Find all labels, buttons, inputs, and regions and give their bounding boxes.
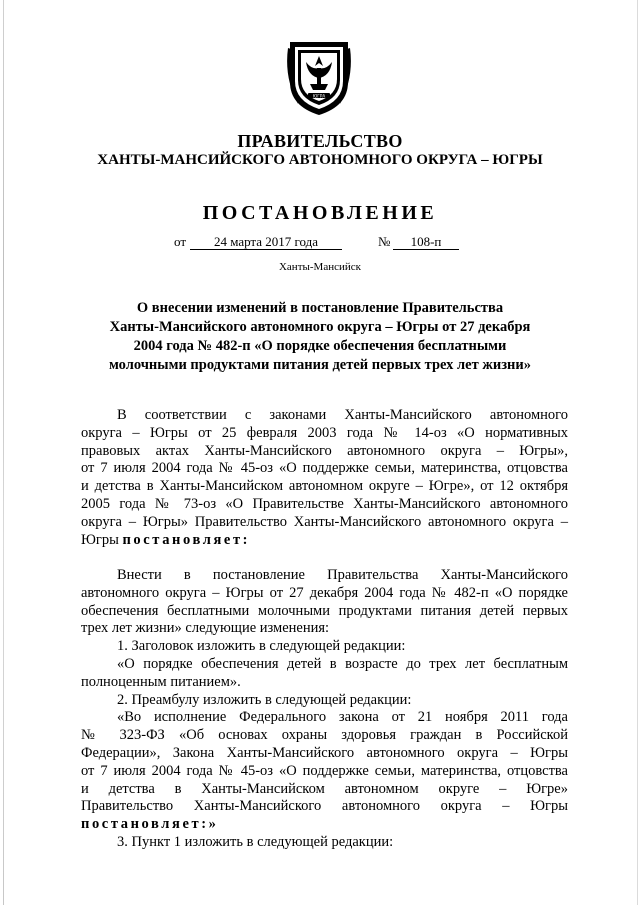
- preamble-line: и детства в Ханты-Мансийском автономном округе – Югре», от 12 октября: [81, 478, 568, 495]
- emblem-ribbon-text: ЮГРА: [312, 93, 326, 99]
- item-3-heading: 3. Пункт 1 изложить в следующей редакции:: [117, 833, 394, 850]
- preamble-line-start: Югры: [81, 531, 119, 548]
- document-type-title: ПОСТАНОВЛЕНИЕ: [202, 202, 438, 224]
- region-title: ХАНТЫ-МАНСИЙСКОГО АВТОНОМНОГО ОКРУГА – ЮГРЫ: [97, 152, 543, 168]
- subject-line: молочными продуктами питания детей первых трех лет жизни»: [108, 357, 532, 373]
- date-prefix: от: [174, 234, 187, 249]
- preamble-last-line: [81, 532, 568, 550]
- preamble-line: округа – Югры от 25 февраля 2003 года № 14-оз «О нормативных: [81, 424, 568, 441]
- decree-date-number-line: [0, 234, 640, 254]
- subject-line: 2004 года № 482-п «О порядке обеспечения бесплатными: [133, 338, 507, 354]
- item-2-text-line: от 7 июля 2004 года № 45-оз «О поддержке семьи, материнства, отцовства: [81, 762, 568, 779]
- decree-number: 108-п: [393, 234, 459, 250]
- item-2-text-line: Правительство Ханты-Мансийского автономного округа – Югры: [81, 798, 568, 815]
- coat-of-arms-emblem: [286, 38, 352, 118]
- item-1-heading: 1. Заголовок изложить в следующей редакции:: [117, 638, 406, 655]
- number-sign: №: [378, 234, 391, 249]
- preamble-paragraph: [81, 407, 568, 549]
- item-2-text-line: и детства в Ханты-Мансийском автономном округе – Югре»: [81, 780, 568, 797]
- decree-body: [81, 567, 568, 852]
- preamble-line: правовых актах Ханты-Мансийского автономного округа – Югры»,: [81, 442, 568, 459]
- preamble-line: от 7 июля 2004 года № 45-оз «О поддержке семьи, материнства, отцовства: [81, 460, 568, 477]
- item-2-text-line: «Во исполнение Федерального закона от 21 ноября 2011 года: [117, 709, 568, 726]
- item-2-text-line: Федерации», Закона Ханты-Мансийского автономного округа – Югры: [81, 744, 568, 761]
- intro-line: Внести в постановление Правительства Ханты-Мансийского: [117, 567, 568, 583]
- item-1-text-line: полноценным питанием».: [81, 673, 241, 690]
- item-2-heading: 2. Преамбулу изложить в следующей редакции:: [117, 691, 412, 708]
- preamble-line: 2005 года № 73-оз «О Правительстве Ханты-Мансийского автономного: [81, 495, 568, 512]
- preamble-line: В соответствии с законами Ханты-Мансийского автономного: [117, 407, 568, 423]
- intro-line: трех лет жизни» следующие изменения:: [81, 620, 330, 637]
- preamble-line: округа – Югры» Правительство Ханты-Мансийского автономного округа –: [81, 513, 568, 530]
- decree-subject: [60, 299, 580, 375]
- item-2-resolves-word: постановляет:»: [81, 816, 219, 833]
- government-title: ПРАВИТЕЛЬСТВО: [237, 131, 403, 151]
- item-2-text-line: № 323-ФЗ «Об основах охраны здоровья граждан в Российской: [81, 727, 568, 744]
- item-1-text-line: «О порядке обеспечения детей в возрасте до трех лет бесплатным: [117, 655, 568, 672]
- subject-line: О внесении изменений в постановление Правительства: [136, 300, 504, 316]
- city-name: Ханты-Мансийск: [278, 261, 361, 273]
- resolves-word: постановляет:: [122, 531, 251, 548]
- intro-line: обеспечения бесплатными молочными продуктами питания детей первых: [81, 602, 568, 619]
- intro-line: автономного округа – Югры от 27 декабря 2004 года № 482-п «О порядке: [81, 584, 568, 601]
- subject-line: Ханты-Мансийского автономного округа – Югры от 27 декабря: [109, 319, 531, 335]
- decree-date: 24 марта 2017 года: [190, 234, 342, 250]
